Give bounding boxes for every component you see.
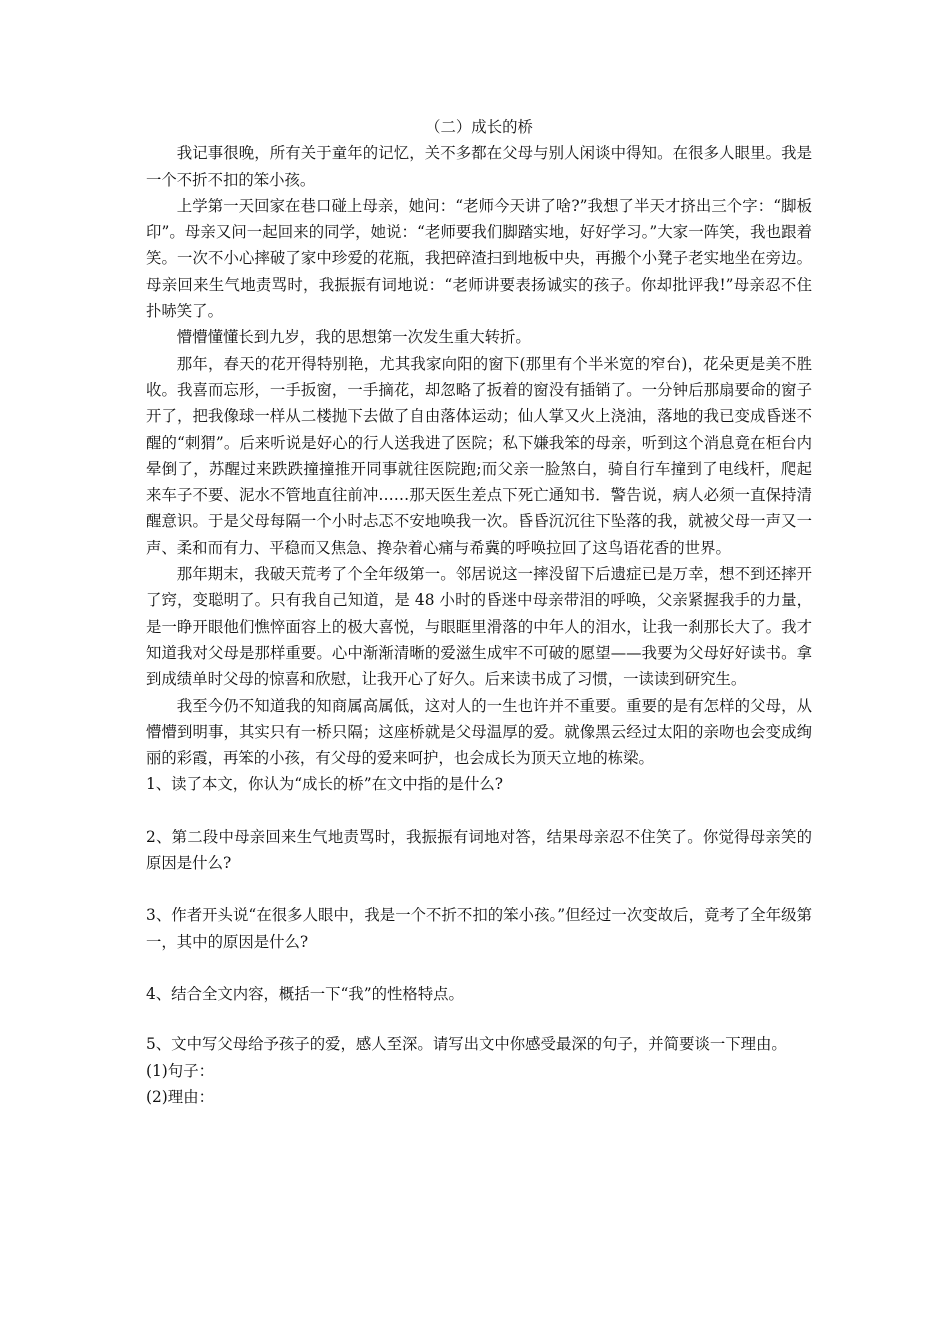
paragraph-3: 懵懵懂懂长到九岁，我的思想第一次发生重大转折。	[176, 328, 531, 347]
paragraph-1: 我记事很晚，所有关于童年的记忆，关不多都在父母与别人闲谈中得知。在很多人眼里。我是一个不折不扣的笨小孩。	[146, 144, 812, 189]
document-title: （二）成长的桥	[425, 118, 533, 136]
paragraph-4: 那年，春天的花开得特别艳，尤其我家向阳的窗下(那里有个半米宽的窄台)，花朵更是美不胜收。我喜而忘形，一手扳窗，一手摘花，却忽略了扳着的窗没有插销了。一分钟后那扇要命的窗子开了，把我像球一样从二楼抛下去做了自由落体运动；仙人掌又火上浇油，落地的我已变成昏迷不醒的“刺猬”。后来听说是好心的行人送我进了医院；私下嫌我笨的母亲，听到这个消息竟在柜台内晕倒了，苏醒过来跌跌撞撞推开同事就往医院跑;而父亲一脸煞白，骑自行车撞到了电线杆，爬起来车子不要、泥水不管地直往前冲……那天医生差点下死亡通知书．警告说，病人必须一直保持清醒意识。于是父母每隔一个小时忐忑不安地唤我一次。昏昏沉沉往下坠落的我，就被父母一声又一声、柔和而有力、平稳而又焦急、搀杂着心痛与希冀的呼唤拉回了这鸟语花香的世界。	[146, 354, 812, 557]
paragraph-2: 上学第一天回家在巷口碰上母亲，她问：“老师今天讲了啥?”我想了半天才挤出三个字：“脚板印”。母亲又问一起回来的同学，她说：“老师要我们脚踏实地，好好学习。”大家一阵笑，我也跟着笑。一次不小心摔破了家中珍爱的花瓶，我把碎渣扫到地板中央，再搬个小凳子老实地坐在旁边。母亲回来生气地责骂时，我振振有词地说：“老师讲要表扬诚实的孩子。你却批评我!”母亲忍不住扑哧笑了。	[146, 196, 812, 321]
answer-line-sentence: (1)句子：	[146, 1061, 214, 1080]
question-2: 2、第二段中母亲回来生气地责骂时，我振振有词地对答，结果母亲忍不住笑了。你觉得母亲笑的原因是什么?	[146, 827, 812, 873]
question-3: 3、作者开头说“在很多人眼中，我是一个不折不扣的笨小孩。”但经过一次变故后，竟考了全年级第一，其中的原因是什么?	[146, 906, 812, 951]
answer-line-reason: (2)理由：	[146, 1087, 214, 1106]
paragraph-5: 那年期末，我破天荒考了个全年级第一。邻居说这一摔没留下后遗症已是万幸，想不到还摔开了窍，变聪明了。只有我自己知道，是 48 小时的昏迷中母亲带泪的呼唤，父亲紧握我手的力量，是一睁开眼他们憔悴面容上的极大喜悦，与眼眶里滑落的中年人的泪水，让我一刹那长大了。我才知道我对父母是那样重要。心中渐渐清晰的爱滋生成牢不可破的愿望——我要为父母好好读书。拿到成绩单时父母的惊喜和欣慰，让我开心了好久。后来读书成了习惯，一读读到研究生。	[146, 565, 812, 689]
question-4: 4、结合全文内容，概括一下“我”的性格特点。	[146, 984, 464, 1003]
paragraph-6: 我至今仍不知道我的知商属高属低，这对人的一生也许并不重要。重要的是有怎样的父母，从懵懵到明事，其实只有一桥只隔；这座桥就是父母温厚的爱。就像黑云经过太阳的亲吻也会变成绚丽的彩霞，再笨的小孩，有父母的爱来呵护，也会成长为顶天立地的栋梁。	[146, 696, 812, 768]
question-5: 5、文中写父母给予孩子的爱，感人至深。请写出文中你感受最深的句子，并简要谈一下理由。	[146, 1035, 787, 1054]
document-page	[146, 114, 812, 1110]
question-1: 1、读了本文，你认为“成长的桥”在文中指的是什么?	[146, 775, 503, 794]
